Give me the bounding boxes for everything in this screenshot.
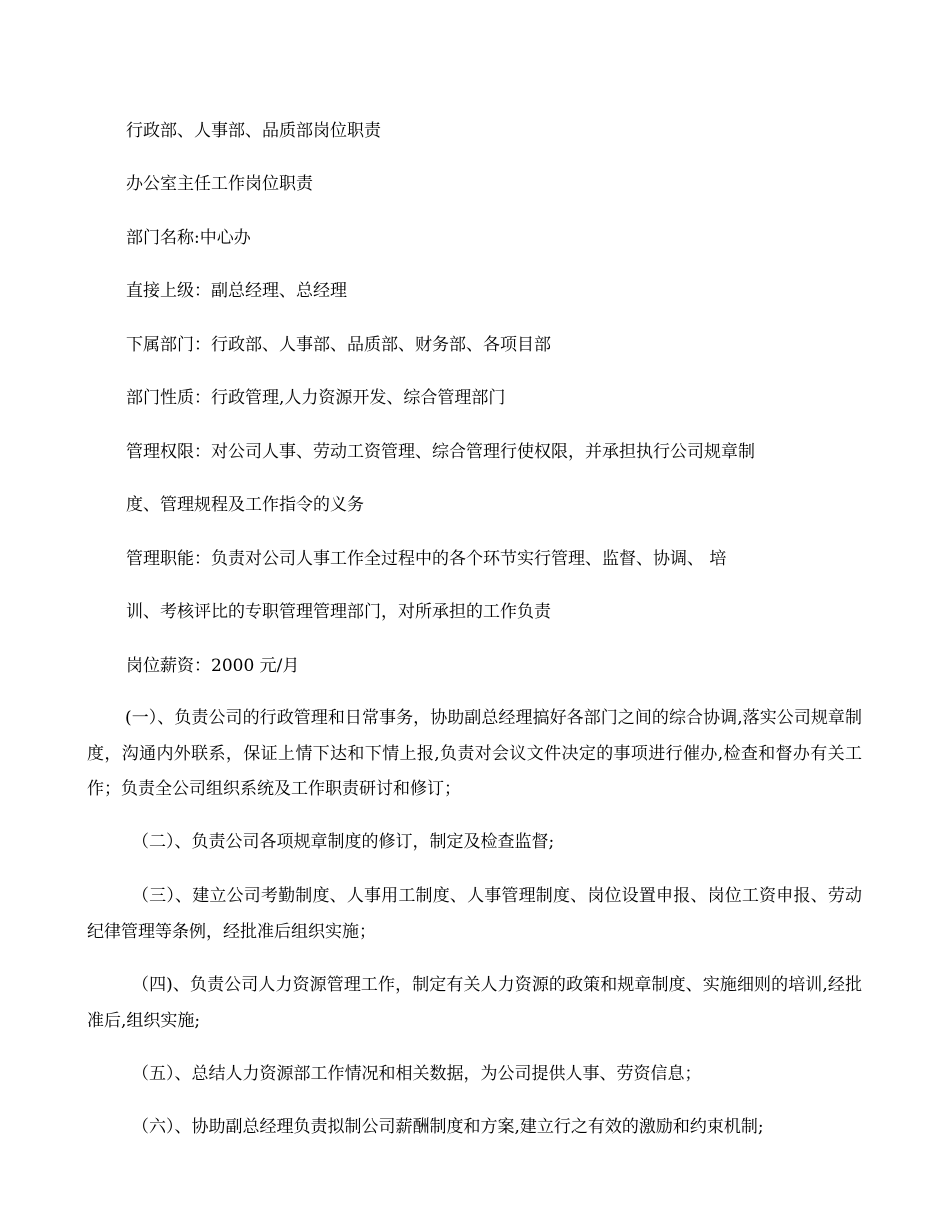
info-salary: 岗位薪资：2000 元/月	[126, 656, 300, 676]
info-authority-line-1: 管理权限：对公司人事、劳动工资管理、综合管理行使权限，并承担执行公司规章制	[126, 442, 755, 462]
duty-paragraph-4: （四)、负责公司人力资源管理工作，制定有关人力资源的政策和规章制度、实施细则的培训,经批准后,组织实施;	[87, 975, 862, 1031]
duty-paragraph-3: （三）、建立公司考勤制度、人事用工制度、人事管理制度、岗位设置申报、岗位工资申报、劳动纪律管理等条例，经批准后组织实施；	[87, 886, 862, 942]
info-subordinate-departments: 下属部门：行政部、人事部、品质部、财务部、各项目部	[126, 335, 551, 355]
duty-paragraph-1: (一）、负责公司的行政管理和日常事务，协助副总经理搞好各部门之间的综合协调,落实公司规章制度，沟通内外联系，保证上情下达和下情上报,负责对会议文件决定的事项进行催办,检查和督办有关工作；负责全公司组织系统及工作职责研讨和修订；	[87, 708, 862, 799]
duty-paragraph-5: （五）、总结人力资源部工作情况和相关数据，为公司提供人事、劳资信息；	[132, 1064, 702, 1084]
info-department-name: 部门名称:中心办	[126, 228, 251, 248]
info-department-nature: 部门性质：行政管理,人力资源开发、综合管理部门	[126, 388, 506, 408]
document-title: 行政部、人事部、品质部岗位职责	[126, 121, 381, 141]
duty-paragraph-6: （六）、协助副总经理负责拟制公司薪酬制度和方案,建立行之有效的激励和约束机制;	[132, 1117, 764, 1137]
info-direct-superior: 直接上级：副总经理、总经理	[126, 281, 347, 301]
document-subtitle: 办公室主任工作岗位职责	[126, 174, 313, 194]
info-function-line-1: 管理职能：负责对公司人事工作全过程中的各个环节实行管理、监督、协调、 培	[126, 549, 727, 569]
info-authority-line-2: 度、管理规程及工作指令的义务	[126, 495, 364, 515]
info-function-line-2: 训、考核评比的专职管理管理部门，对所承担的工作负责	[126, 602, 551, 622]
duty-paragraph-2: （二）、负责公司各项规章制度的修订，制定及检查监督;	[132, 832, 555, 852]
